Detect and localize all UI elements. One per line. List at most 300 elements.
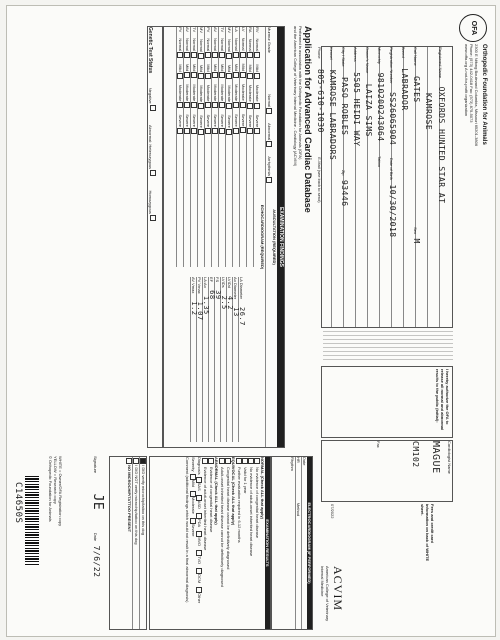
distribution-note xyxy=(48,456,63,628)
result-item xyxy=(202,457,208,629)
result-item xyxy=(208,457,214,629)
rhythm-arrhythmia: Arrhythmia xyxy=(266,156,272,176)
genetic-homozygous: Homozygous xyxy=(148,190,153,214)
murmur-row xyxy=(265,27,272,447)
severity-checkbox[interactable] xyxy=(219,52,225,58)
ecg-block xyxy=(271,456,313,630)
label-fax: Fax xyxy=(376,441,381,448)
measurement-value: 13 xyxy=(232,307,240,317)
severity-checkbox[interactable] xyxy=(177,128,183,134)
valve-row xyxy=(253,27,260,267)
org-address: 2300 E Nifong Boulevard Columbia, Missouri 65201-3806 xyxy=(474,44,480,147)
label-zip: Zip xyxy=(341,169,346,176)
measurement-value: 26.7 xyxy=(238,307,246,326)
severity-option: Severe xyxy=(219,114,225,127)
severity-checkbox[interactable] xyxy=(233,52,239,58)
severity-checkbox[interactable] xyxy=(254,128,260,134)
measurement-row xyxy=(190,277,196,442)
severity-checkbox[interactable] xyxy=(184,52,190,58)
severity-option: Normal xyxy=(191,38,197,52)
severity-checkbox[interactable] xyxy=(219,102,225,108)
copyright: © Orthopedic Foundation for Animals xyxy=(48,456,53,522)
severity-checkbox[interactable] xyxy=(226,73,232,79)
severity-option: Mild xyxy=(240,63,246,71)
org-web: www.offa.org A not-for-profit organization xyxy=(464,44,470,117)
ecg-header: ELECTROCARDIOGRAM (IF PERFORMED) xyxy=(307,457,312,629)
label-city: City / State xyxy=(341,47,346,67)
severity-option: Moderate xyxy=(254,84,260,102)
call-name-row xyxy=(412,47,427,327)
severity-option: Moderate xyxy=(219,84,225,102)
option-label: TVD xyxy=(196,556,202,565)
rhythm-normal: Normal xyxy=(266,94,272,108)
severity-option: Normal xyxy=(240,37,246,51)
severity-option: Normal xyxy=(226,39,232,52)
severity-option: Normal xyxy=(254,38,260,52)
measurement-list xyxy=(190,277,244,442)
severity-option: Moderate xyxy=(184,84,190,102)
severity-checkbox[interactable] xyxy=(254,73,260,79)
equivocal-items xyxy=(219,457,231,629)
phone-row xyxy=(316,47,331,327)
severity-option: Moderate xyxy=(191,84,197,102)
form-title: Application for Advanced Cardiac Database xyxy=(303,26,313,213)
result-item xyxy=(219,457,225,629)
option-checkbox[interactable] xyxy=(196,495,202,501)
severity-checkbox[interactable] xyxy=(226,103,232,109)
label-call-name: Call Name xyxy=(413,47,418,66)
valve-label: PV xyxy=(177,27,183,33)
severity-checkbox[interactable] xyxy=(191,72,197,78)
severity-checkbox[interactable] xyxy=(247,73,253,79)
severity-option: Normal xyxy=(212,38,218,51)
severity-checkbox[interactable] xyxy=(219,72,225,78)
ecg-hr-row xyxy=(295,457,301,629)
result-checkbox[interactable] xyxy=(254,458,260,464)
breed: LABRADOR xyxy=(400,68,409,111)
option-checkbox[interactable] xyxy=(190,474,196,480)
genetic-test-block xyxy=(147,26,163,448)
measurement-label: LA Diameter xyxy=(239,277,244,300)
label-address: Address xyxy=(353,47,358,62)
microchip-number: 9810200243064 xyxy=(376,72,385,142)
valve-row xyxy=(211,27,218,267)
result-checkbox[interactable] xyxy=(236,458,242,464)
severity-checkbox[interactable] xyxy=(205,102,211,108)
consent-block xyxy=(321,366,453,438)
option-label: Moderate xyxy=(190,496,196,514)
measurement-label: EF xyxy=(209,277,214,283)
result-text: Congenital heart disease cannot be definitively diagnosed xyxy=(225,467,231,570)
severity-option: Severe xyxy=(212,114,218,127)
result-text: Evidence of congenital heart disease xyxy=(208,467,214,533)
severity-option: Moderate xyxy=(212,84,218,102)
result-checkbox[interactable] xyxy=(208,458,214,464)
severity-checkbox[interactable] xyxy=(177,52,183,58)
reg-number-row xyxy=(388,47,403,327)
equivocal-header: EQUIVOCAL (Check ALL that apply) xyxy=(231,457,236,526)
label-reg-number: Registration Number xyxy=(389,47,394,84)
acvim-logo xyxy=(320,566,345,626)
comments-label: Comment (additional findings which would not result in a final abnormal diagnosis) xyxy=(185,457,190,603)
severity-checkbox[interactable] xyxy=(233,128,239,134)
examination-findings xyxy=(163,26,285,448)
label-breed: Breed xyxy=(401,47,406,58)
measurement-label: PV Vmax xyxy=(197,277,202,294)
severity-options xyxy=(191,473,196,540)
verified-text: I DID verify microchip/tattoo on this dog xyxy=(140,465,146,535)
consent-text: I hereby authorize the OFA to release all normal and abnormal results to the public (initial): xyxy=(435,369,450,431)
severity-checkbox[interactable] xyxy=(191,102,197,108)
ecg-rhythm-row xyxy=(290,457,295,629)
rotated-application-form xyxy=(6,5,496,637)
severity-option: Severe xyxy=(184,114,190,127)
severity-checkbox[interactable] xyxy=(240,127,246,133)
result-item xyxy=(254,457,260,629)
owner-name-row xyxy=(364,47,379,327)
severity-checkbox[interactable] xyxy=(198,73,204,79)
severity-checkbox[interactable] xyxy=(177,102,183,108)
genetic-negative-checkbox[interactable] xyxy=(150,105,156,111)
severity-checkbox[interactable] xyxy=(205,73,211,79)
measurement-value: 1.2 xyxy=(190,301,198,316)
genetic-title: Genetic Test Status xyxy=(147,27,153,74)
diagnosis-options xyxy=(197,476,202,607)
severity-option: Mild xyxy=(177,64,183,72)
reg-number: SS26065904 xyxy=(388,92,397,146)
option-label: ASD xyxy=(196,500,202,509)
severity-option: Severe xyxy=(240,113,246,127)
registered-name-row xyxy=(439,47,452,327)
valve-label: RV xyxy=(254,27,260,33)
severity-label: Severity xyxy=(190,457,196,472)
severity-option: Severe xyxy=(191,114,197,127)
severity-checkbox[interactable] xyxy=(219,128,225,134)
signature-date: 7/6/22 xyxy=(92,545,101,578)
valve-row xyxy=(246,27,253,267)
severity-option: Normal xyxy=(219,38,225,52)
result-text: Adult-onset inherited heart disease cannot be definitively diagnosed xyxy=(219,467,225,587)
measurement-row xyxy=(220,277,226,442)
zip: 93446 xyxy=(340,179,349,207)
dog-info-block xyxy=(316,46,453,328)
result-checkbox[interactable] xyxy=(219,458,225,464)
city-state: PASO ROBLES xyxy=(340,77,349,136)
address-row xyxy=(352,47,367,327)
severity-checkbox[interactable] xyxy=(212,102,218,108)
measurement-value: 1.07 xyxy=(196,301,204,321)
valve-row xyxy=(190,27,197,267)
acvim-number: CM102 xyxy=(411,441,420,468)
option-label: PDA xyxy=(196,518,202,528)
valve-row xyxy=(204,27,211,267)
severity-checkbox[interactable] xyxy=(198,129,204,135)
severity-checkbox[interactable] xyxy=(191,128,197,134)
valve-row xyxy=(197,27,204,267)
diagnosis-row xyxy=(196,457,202,629)
severity-checkbox[interactable] xyxy=(184,72,190,78)
registered-name-2: KAMROSE xyxy=(424,93,433,131)
genetic-heterozygous-checkbox[interactable] xyxy=(150,170,156,176)
rhythm-abnormal-checkbox[interactable] xyxy=(266,141,272,147)
result-text: Evidence of adult-onset inherited heart disease xyxy=(202,467,208,551)
severity-checkbox[interactable] xyxy=(240,52,246,58)
ecg-hr-label: HR xyxy=(296,457,301,463)
label-microchip: Microchip xyxy=(377,47,382,65)
rhythm-abnormal: Abnormal xyxy=(266,123,272,141)
option-label: Mild xyxy=(190,479,196,487)
severity-checkbox[interactable] xyxy=(198,53,204,59)
genetic-negative: Negative xyxy=(148,87,153,104)
application-number: C14650S xyxy=(13,482,23,524)
option-checkbox[interactable] xyxy=(196,477,202,483)
microchip-verification xyxy=(109,456,147,630)
valve-label: RA xyxy=(247,27,253,33)
valve-label: MV xyxy=(198,27,204,33)
severity-checkbox[interactable] xyxy=(198,103,204,109)
exam-findings-header: EXAMINATION FINDINGS xyxy=(277,27,284,447)
ofa-logo: OFA xyxy=(459,14,487,42)
severity-checkbox[interactable] xyxy=(212,52,218,58)
severity-checkbox[interactable] xyxy=(247,128,253,134)
severity-option: Moderate xyxy=(177,84,183,102)
diagnosis-label: Diagnosis xyxy=(196,457,202,475)
valve-row xyxy=(218,27,225,267)
ecg-date-label: Date xyxy=(302,457,307,466)
result-item xyxy=(236,457,242,629)
severity-option: Severe xyxy=(226,115,232,128)
phone: 805-610-1030 xyxy=(316,69,325,133)
call-name: GATES xyxy=(412,76,421,103)
not-verified-text: I DID NOT verify microchip/tattoo on this dog xyxy=(133,465,139,545)
abnormal-items xyxy=(202,457,214,629)
severity-option: Mild xyxy=(198,64,204,73)
label-tattoo: Tattoo xyxy=(377,156,382,168)
revision: 07/2022 xyxy=(330,504,335,519)
severity-option: Moderate xyxy=(240,83,246,101)
severity-checkbox[interactable] xyxy=(184,102,190,108)
verified-row xyxy=(139,457,146,629)
normal-items xyxy=(236,457,260,629)
severity-checkbox[interactable] xyxy=(184,128,190,134)
severity-checkbox[interactable] xyxy=(247,103,253,109)
form-subtitle-1: Performed in association with the Orthopedic Foundation for Animals (OFA) xyxy=(298,26,303,160)
ecg-rhythm-label: Rhythm xyxy=(290,457,295,471)
severity-option: Mild xyxy=(226,64,232,73)
fees-note: Fees and credit card information on back of WHITE sheet. xyxy=(420,504,435,562)
barcode xyxy=(25,476,39,566)
org-header xyxy=(465,44,488,264)
genetic-homozygous-checkbox[interactable] xyxy=(150,215,156,221)
results-header: EXAMINATION RESULTS xyxy=(265,457,270,629)
echo-header: ECHOCARDIOGRAM (REQUIRED) xyxy=(260,204,265,270)
label-sex: Sex xyxy=(413,227,418,235)
acvim-logo-text: ACVIM xyxy=(331,566,345,612)
valve-label: PV xyxy=(205,27,211,33)
severity-option: Severe xyxy=(198,115,204,128)
severity-option: Mild xyxy=(205,64,211,72)
measurement-value: 1.35 xyxy=(202,295,210,315)
option-checkbox[interactable] xyxy=(190,518,196,524)
severity-option: Moderate xyxy=(198,85,204,103)
valve-label: AV xyxy=(184,27,190,33)
distribution-line-2: YELLOW = Research copy xyxy=(53,456,58,504)
fine-print xyxy=(323,331,453,361)
org-name: Orthopedic Foundation for Animals xyxy=(481,44,487,145)
result-item xyxy=(225,457,231,629)
option-label: DCM xyxy=(196,574,202,584)
measurement-row xyxy=(238,277,244,442)
cardiologist-block xyxy=(321,440,453,502)
severity-checkbox[interactable] xyxy=(226,129,232,135)
severity-checkbox[interactable] xyxy=(191,52,197,58)
signature-initials: JE xyxy=(90,493,105,511)
severity-option: Normal xyxy=(205,38,211,52)
severity-checkbox[interactable] xyxy=(240,102,246,108)
severity-option: Mild xyxy=(254,64,260,72)
severity-option: Mild xyxy=(184,63,190,72)
result-checkbox[interactable] xyxy=(248,458,254,464)
no-chip-text: NO MICROCHIP/TATTOO PRESENT xyxy=(126,465,132,533)
severity-option: Severe xyxy=(177,114,183,128)
measurement-value: 39 xyxy=(214,290,222,300)
valve-row xyxy=(225,27,232,267)
signature-label: Signature xyxy=(93,456,98,474)
valve-row xyxy=(239,27,246,267)
kennel: KAMROSE LABRADORS xyxy=(328,69,337,161)
org-phone: Phone: (573) 442-0418 Fax: (573) 875-5073 xyxy=(469,44,475,123)
label-murmur: Murmur Grade xyxy=(266,27,272,54)
severity-checkbox[interactable] xyxy=(226,53,232,59)
city-row xyxy=(340,47,355,327)
valve-label: LV xyxy=(240,27,246,32)
measurement-label: LVIDd xyxy=(227,277,232,288)
label-registered-name: Registered Name xyxy=(438,47,443,79)
measurement-label: Ao Diameter xyxy=(233,277,238,300)
severity-option: Normal xyxy=(198,39,204,52)
valve-row xyxy=(176,27,183,267)
address: 5505 HEIDI WAY xyxy=(352,72,361,147)
severity-option: Normal xyxy=(247,38,253,52)
measurement-label: LA:Ao xyxy=(203,277,208,288)
result-checkbox[interactable] xyxy=(202,458,208,464)
measurement-label: FS xyxy=(215,277,220,283)
measurement-label: LVIDs xyxy=(221,277,226,288)
measurement-value: 68 xyxy=(208,290,216,300)
severity-option: Moderate xyxy=(233,84,239,102)
severity-option: Mild xyxy=(191,64,197,72)
severity-option: Severe xyxy=(247,114,253,128)
rhythm-normal-checkbox[interactable] xyxy=(266,108,272,114)
valve-label: TV xyxy=(219,27,225,33)
distribution-line-1: WHITE = Owner/OFA Registration copy xyxy=(58,456,63,527)
valve-label: TV xyxy=(191,27,197,33)
label-email: E-Mail (see back to send) xyxy=(317,157,322,203)
severity-option: Normal xyxy=(184,38,190,51)
valve-label: LA xyxy=(233,27,239,32)
severity-option: Moderate xyxy=(247,84,253,102)
severity-checkbox[interactable] xyxy=(205,52,211,58)
severity-option: Severe xyxy=(254,114,260,128)
not-verified-checkbox[interactable] xyxy=(133,458,139,464)
severity-option: Mild xyxy=(219,64,225,72)
result-text: No evidence of adult-onset inherited heart disease xyxy=(248,467,254,557)
measurement-value: 2.5 xyxy=(220,295,228,310)
form-subtitle-2: and the American College of Veterinary Internal Medicine - Cardiology (ACVIM) xyxy=(293,26,298,167)
severity-checkbox[interactable] xyxy=(240,72,246,78)
severity-option: Mild xyxy=(247,64,253,72)
severity-option: Moderate xyxy=(226,85,232,103)
valve-row xyxy=(232,27,239,267)
verified-checkbox[interactable] xyxy=(140,458,146,464)
signature-block xyxy=(67,456,107,628)
severity-checkbox[interactable] xyxy=(233,72,239,78)
severity-option: Normal xyxy=(233,37,239,51)
label-owner: Owner's Name xyxy=(365,47,370,74)
option-label: Other xyxy=(196,593,202,604)
sex: M xyxy=(412,238,421,244)
owner-name: LAIZA SIMS xyxy=(364,83,373,137)
severity-checkbox[interactable] xyxy=(233,102,239,108)
not-verified-row xyxy=(132,457,139,629)
genetic-heterozygous: Abnormal: Heterozygous xyxy=(148,125,153,170)
severity-option: Mild xyxy=(233,63,239,72)
severity-option: Moderate xyxy=(205,84,211,102)
label-phone: Phone xyxy=(317,47,322,59)
breed-row xyxy=(400,47,415,327)
option-label: MVD xyxy=(196,537,202,547)
abnormal-header: ABNORMAL (Check ALL that apply) xyxy=(214,457,219,525)
severity-checkbox[interactable] xyxy=(247,52,253,58)
result-checkbox[interactable] xyxy=(242,458,248,464)
date-label: Date xyxy=(93,532,98,542)
label-cardiologist: Cardiologist Name xyxy=(447,441,452,474)
acvim-caption: American College of Veterinary Internal Medicine xyxy=(320,566,330,622)
severity-option: Normal xyxy=(177,38,183,52)
normal-header: NORMAL (Check ALL that apply) xyxy=(260,457,265,519)
severity-option: Severe xyxy=(233,114,239,127)
result-text: No evidence of congenital heart disease xyxy=(254,467,260,539)
result-checkbox[interactable] xyxy=(225,458,231,464)
measurement-value: 4.2 xyxy=(226,295,234,310)
option-label: Severe xyxy=(190,523,196,537)
result-text: Valid for 1 year xyxy=(242,467,248,494)
none-row xyxy=(126,457,132,629)
severity-checkbox[interactable] xyxy=(254,52,260,58)
result-item xyxy=(248,457,254,629)
severity-checkbox[interactable] xyxy=(205,128,211,134)
severity-checkbox[interactable] xyxy=(212,72,218,78)
measurement-label: AV Vmax xyxy=(191,277,196,294)
arrhythmia-checkbox[interactable] xyxy=(266,177,272,183)
auscultation-header: AUSCULTATION (REQUIRED) xyxy=(272,209,277,265)
severity-option: Mild xyxy=(212,63,218,72)
cardiologist-name: MAGUE xyxy=(430,441,441,474)
severity-checkbox[interactable] xyxy=(177,73,183,79)
form-page xyxy=(7,6,495,636)
severity-option: Severe xyxy=(205,114,211,128)
valve-label: MV xyxy=(226,27,232,33)
valve-label: AV xyxy=(212,27,218,33)
label-dob: Date of Birth xyxy=(389,157,394,180)
title-block xyxy=(293,26,313,446)
no-chip-checkbox[interactable] xyxy=(126,458,132,464)
result-text: Further evaluation required in 6-12 months xyxy=(236,467,242,543)
severity-checkbox[interactable] xyxy=(254,103,260,109)
examination-results xyxy=(149,456,271,630)
registered-name: OXFORDS HUNTED STAR AT xyxy=(437,86,446,204)
severity-checkbox[interactable] xyxy=(212,128,218,134)
